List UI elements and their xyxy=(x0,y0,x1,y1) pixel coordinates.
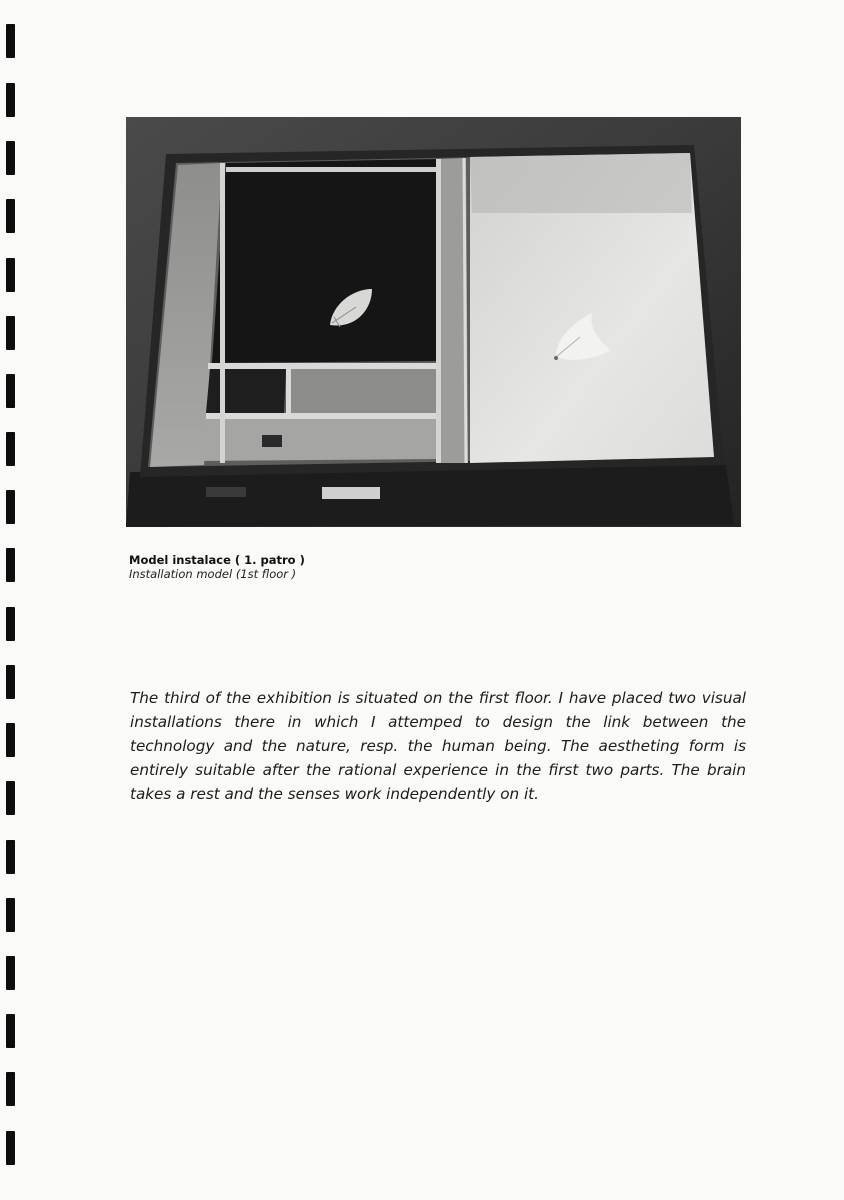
binding-hole xyxy=(6,432,15,466)
binding-hole xyxy=(6,1072,15,1106)
binding-hole xyxy=(6,898,15,932)
binding-hole xyxy=(6,1014,15,1048)
binding-hole xyxy=(6,141,15,175)
binding-strip xyxy=(0,0,30,1200)
body-paragraph: The third of the exhibition is situated on the first floor. I have placed two visual installations there in which I attemped to design the link between the technology and the nature, resp. the human being. The aestheting form is entirely suitable after the rational experience in the first two parts. The brain takes a rest and the senses work independently on it. xyxy=(130,689,746,803)
binding-hole xyxy=(6,199,15,233)
caption-english: Installation model (1st floor ) xyxy=(129,567,297,581)
binding-hole xyxy=(6,956,15,990)
binding-hole xyxy=(6,258,15,292)
binding-hole xyxy=(6,24,15,58)
binding-hole xyxy=(6,316,15,350)
binding-hole xyxy=(6,83,15,117)
figure-caption xyxy=(129,553,529,581)
binding-hole xyxy=(6,723,15,757)
binding-hole xyxy=(6,607,15,641)
binding-hole xyxy=(6,490,15,524)
binding-hole xyxy=(6,548,15,582)
binding-hole xyxy=(6,1131,15,1165)
installation-model-photo xyxy=(126,117,741,527)
binding-hole xyxy=(6,781,15,815)
binding-hole xyxy=(6,374,15,408)
binding-hole xyxy=(6,665,15,699)
caption-czech: Model instalace ( 1. patro ) xyxy=(129,553,305,567)
binding-hole xyxy=(6,840,15,874)
